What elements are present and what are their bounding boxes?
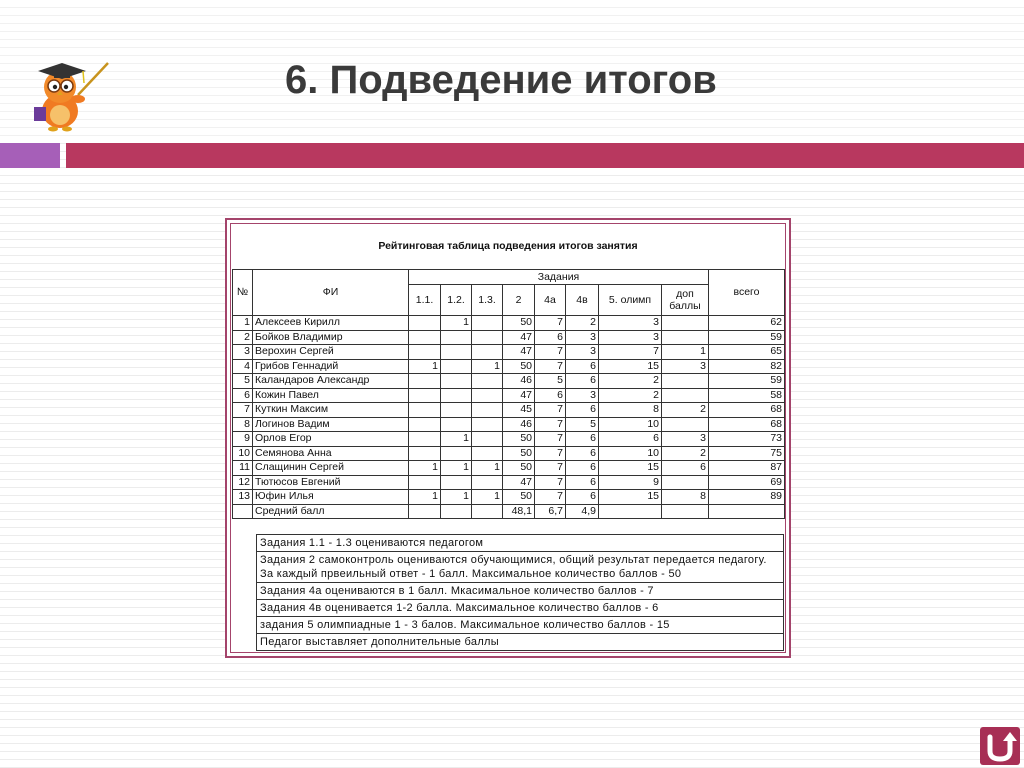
average-total	[709, 504, 785, 519]
note-text: Педагог выставляет дополнительные баллы	[257, 634, 784, 651]
score-cell: 2	[599, 374, 662, 389]
header-task-col: 1.3.	[472, 285, 503, 316]
score-cell: 15	[599, 461, 662, 476]
row-number: 7	[233, 403, 253, 418]
score-cell: 6	[566, 374, 599, 389]
header-task-col: 2	[503, 285, 535, 316]
score-cell	[409, 330, 441, 345]
table-row	[233, 446, 785, 461]
rating-table	[232, 269, 785, 519]
score-cell: 6	[566, 490, 599, 505]
score-cell: 45	[503, 403, 535, 418]
student-name: Куткин Максим	[253, 403, 409, 418]
table-row	[233, 490, 785, 505]
average-cell: 6,7	[535, 504, 566, 519]
score-cell: 6	[566, 475, 599, 490]
owl-professor-mascot-icon	[20, 55, 112, 135]
row-number: 10	[233, 446, 253, 461]
score-cell	[441, 475, 472, 490]
accent-bar-left	[0, 143, 60, 168]
u-turn-return-icon	[980, 727, 1020, 765]
note-row	[257, 617, 784, 634]
note-row	[257, 552, 784, 583]
score-cell: 1	[441, 461, 472, 476]
score-cell: 47	[503, 475, 535, 490]
average-cell: 48,1	[503, 504, 535, 519]
average-cell	[662, 504, 709, 519]
total-score: 75	[709, 446, 785, 461]
score-cell: 1	[441, 316, 472, 331]
score-cell	[441, 374, 472, 389]
student-name: Каландаров Александр	[253, 374, 409, 389]
score-cell	[409, 403, 441, 418]
score-cell: 7	[535, 490, 566, 505]
score-cell: 7	[535, 316, 566, 331]
score-cell	[441, 446, 472, 461]
slide-title: 6. Подведение итогов	[285, 58, 717, 102]
score-cell	[409, 388, 441, 403]
score-cell: 3	[566, 330, 599, 345]
score-cell	[662, 388, 709, 403]
document-title: Рейтинговая таблица подведения итогов занятия	[378, 240, 638, 252]
score-cell: 7	[535, 345, 566, 360]
score-cell	[409, 316, 441, 331]
total-score: 59	[709, 330, 785, 345]
average-row	[233, 504, 785, 519]
rating-document-inner	[230, 223, 786, 653]
score-cell: 1	[472, 461, 503, 476]
score-cell: 7	[535, 417, 566, 432]
table-row	[233, 417, 785, 432]
header-total: всего	[709, 270, 785, 316]
score-cell: 1	[409, 461, 441, 476]
average-cell	[472, 504, 503, 519]
score-cell: 7	[535, 359, 566, 374]
header-tasks-group: Задания	[409, 270, 709, 285]
score-cell	[472, 330, 503, 345]
note-text: Задания 4а оцениваются в 1 балл. Мкасимальное количество баллов - 7	[257, 583, 784, 600]
score-cell: 1	[441, 432, 472, 447]
score-cell	[441, 359, 472, 374]
score-cell	[409, 475, 441, 490]
score-cell	[409, 417, 441, 432]
total-score: 69	[709, 475, 785, 490]
header-task-col: 5. олимп	[599, 285, 662, 316]
average-label: Средний балл	[253, 504, 409, 519]
student-name: Семянова Анна	[253, 446, 409, 461]
score-cell: 47	[503, 388, 535, 403]
back-button[interactable]	[980, 727, 1020, 765]
score-cell: 3	[566, 345, 599, 360]
row-number: 8	[233, 417, 253, 432]
score-cell: 15	[599, 359, 662, 374]
score-cell	[441, 417, 472, 432]
total-score: 59	[709, 374, 785, 389]
score-cell: 5	[535, 374, 566, 389]
score-cell	[472, 345, 503, 360]
row-number: 9	[233, 432, 253, 447]
score-cell	[441, 330, 472, 345]
total-score: 89	[709, 490, 785, 505]
score-cell: 50	[503, 359, 535, 374]
score-cell	[662, 330, 709, 345]
score-cell: 1	[441, 490, 472, 505]
score-cell: 1	[409, 490, 441, 505]
score-cell	[662, 475, 709, 490]
score-cell: 2	[566, 316, 599, 331]
score-cell: 6	[566, 432, 599, 447]
total-score: 87	[709, 461, 785, 476]
score-cell: 7	[599, 345, 662, 360]
note-row	[257, 583, 784, 600]
score-cell: 6	[566, 403, 599, 418]
score-cell: 10	[599, 446, 662, 461]
note-text: Задания 2 самоконтроль оцениваются обучающимися, общий результат передается педагогу. За каждый првеильный ответ - 1 балл. Максимальное количество баллов - 50	[257, 552, 784, 583]
table-row	[233, 330, 785, 345]
score-cell	[662, 417, 709, 432]
table-row	[233, 345, 785, 360]
score-cell	[409, 432, 441, 447]
score-cell	[409, 374, 441, 389]
student-name: Юфин Илья	[253, 490, 409, 505]
total-score: 65	[709, 345, 785, 360]
score-cell	[472, 374, 503, 389]
score-cell: 6	[566, 446, 599, 461]
accent-bar-right	[66, 143, 1024, 168]
score-cell: 5	[566, 417, 599, 432]
student-name: Верохин Сергей	[253, 345, 409, 360]
table-row	[233, 461, 785, 476]
header-name: ФИ	[253, 270, 409, 316]
total-score: 62	[709, 316, 785, 331]
score-cell: 2	[599, 388, 662, 403]
score-cell	[472, 417, 503, 432]
student-name: Алексеев Кирилл	[253, 316, 409, 331]
header-task-col: 1.1.	[409, 285, 441, 316]
score-cell: 15	[599, 490, 662, 505]
average-cell	[409, 504, 441, 519]
score-cell: 1	[472, 359, 503, 374]
row-number: 4	[233, 359, 253, 374]
score-cell: 10	[599, 417, 662, 432]
score-cell: 3	[662, 359, 709, 374]
note-text: Задания 4в оценивается 1-2 балла. Максимальное количество баллов - 6	[257, 600, 784, 617]
average-cell	[441, 504, 472, 519]
score-cell	[409, 345, 441, 360]
rating-document	[225, 218, 791, 658]
student-name: Слащинин Сергей	[253, 461, 409, 476]
average-cell	[599, 504, 662, 519]
score-cell: 47	[503, 345, 535, 360]
student-name: Орлов Егор	[253, 432, 409, 447]
student-name: Тютюсов Евгений	[253, 475, 409, 490]
score-cell: 6	[599, 432, 662, 447]
score-cell: 8	[599, 403, 662, 418]
note-text: Задания 1.1 - 1.3 оцениваются педагогом	[257, 535, 784, 552]
note-row	[257, 600, 784, 617]
score-cell: 47	[503, 330, 535, 345]
score-cell: 50	[503, 446, 535, 461]
score-cell: 2	[662, 403, 709, 418]
score-cell: 46	[503, 374, 535, 389]
score-cell: 7	[535, 403, 566, 418]
header-num: №	[233, 270, 253, 316]
row-number: 1	[233, 316, 253, 331]
score-cell: 7	[535, 461, 566, 476]
table-row	[233, 359, 785, 374]
score-cell	[472, 475, 503, 490]
score-cell: 2	[662, 446, 709, 461]
score-cell	[472, 446, 503, 461]
score-cell: 1	[472, 490, 503, 505]
score-cell: 46	[503, 417, 535, 432]
score-cell: 50	[503, 461, 535, 476]
score-cell: 3	[566, 388, 599, 403]
score-cell: 6	[662, 461, 709, 476]
score-cell	[441, 345, 472, 360]
average-row-blank	[233, 504, 253, 519]
note-row	[257, 535, 784, 552]
score-cell: 50	[503, 490, 535, 505]
average-cell: 4,9	[566, 504, 599, 519]
score-cell	[662, 374, 709, 389]
score-cell: 1	[662, 345, 709, 360]
table-row	[233, 374, 785, 389]
score-cell	[472, 388, 503, 403]
score-cell	[472, 403, 503, 418]
score-cell: 6	[535, 388, 566, 403]
score-cell: 6	[535, 330, 566, 345]
score-cell	[472, 316, 503, 331]
total-score: 68	[709, 403, 785, 418]
score-cell: 9	[599, 475, 662, 490]
score-cell	[441, 388, 472, 403]
total-score: 68	[709, 417, 785, 432]
score-cell: 1	[409, 359, 441, 374]
score-cell: 3	[662, 432, 709, 447]
score-cell: 3	[599, 316, 662, 331]
score-cell	[472, 432, 503, 447]
row-number: 5	[233, 374, 253, 389]
table-row	[233, 432, 785, 447]
row-number: 6	[233, 388, 253, 403]
student-name: Кожин Павел	[253, 388, 409, 403]
score-cell: 7	[535, 475, 566, 490]
score-cell: 8	[662, 490, 709, 505]
row-number: 13	[233, 490, 253, 505]
table-row	[233, 316, 785, 331]
header-task-col: 4в	[566, 285, 599, 316]
total-score: 82	[709, 359, 785, 374]
note-row	[257, 634, 784, 651]
row-number: 11	[233, 461, 253, 476]
table-row	[233, 388, 785, 403]
student-name: Грибов Геннадий	[253, 359, 409, 374]
student-name: Бойков Владимир	[253, 330, 409, 345]
student-name: Логинов Вадим	[253, 417, 409, 432]
header-task-col: 4а	[535, 285, 566, 316]
score-cell: 7	[535, 432, 566, 447]
total-score: 58	[709, 388, 785, 403]
score-cell	[409, 446, 441, 461]
score-cell: 50	[503, 432, 535, 447]
table-row	[233, 475, 785, 490]
score-cell: 7	[535, 446, 566, 461]
note-text: задания 5 олимпиадные 1 - 3 балов. Максимальное количество баллов - 15	[257, 617, 784, 634]
table-row	[233, 403, 785, 418]
row-number: 12	[233, 475, 253, 490]
score-cell: 6	[566, 461, 599, 476]
score-cell	[441, 403, 472, 418]
total-score: 73	[709, 432, 785, 447]
score-cell	[662, 316, 709, 331]
header-task-col: доп баллы	[662, 285, 709, 316]
score-cell: 50	[503, 316, 535, 331]
header-task-col: 1.2.	[441, 285, 472, 316]
score-cell: 6	[566, 359, 599, 374]
notes-table	[256, 534, 784, 651]
row-number: 3	[233, 345, 253, 360]
row-number: 2	[233, 330, 253, 345]
score-cell: 3	[599, 330, 662, 345]
